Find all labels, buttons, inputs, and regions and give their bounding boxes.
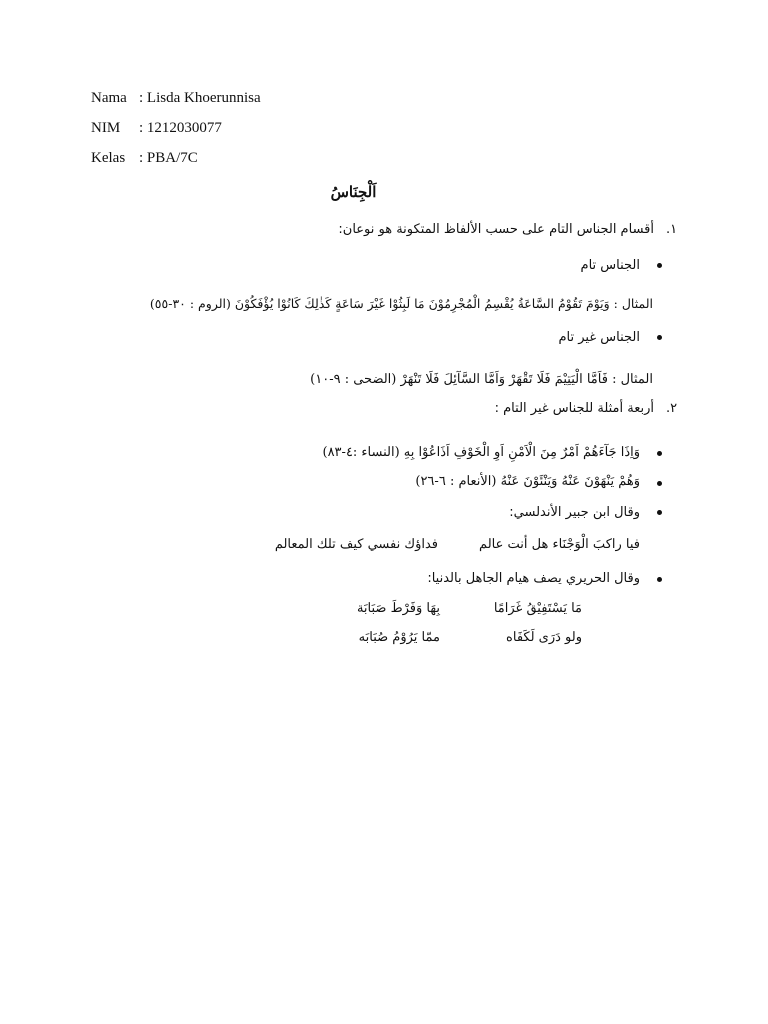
section2-example1: وَاِذَا جَآءَهُمْ اَمْرٌ مِنَ الْاَمْنِ اَوِ الْخَوْفِ اَذَاعُوْا بِهِ (النساء :٤-٨٣) <box>322 445 640 460</box>
section1-item2-example: المثال : فَاَمَّا الْيَتِيْمَ فَلَا تَقْهَرْ وَاَمَّا السَّآئِلَ فَلَا تَنْهَرْ (الضحى : ٩-١٠) <box>310 372 653 387</box>
example4-line1-left: بِهَا وَفَرْطَ صَبَابَة <box>356 601 440 616</box>
section1-number: .١ <box>666 222 678 237</box>
bullet <box>657 335 662 340</box>
nim-value: : 1212030077 <box>139 120 222 136</box>
name-label: Nama <box>91 90 127 106</box>
name-value: : Lisda Khoerunnisa <box>139 90 261 106</box>
nim-row <box>91 118 222 138</box>
bullet <box>657 451 662 456</box>
nim-label: NIM <box>91 120 121 136</box>
section2-example2: وَهُمْ يَنْهَوْنَ عَنْهُ وَيَنْئَوْنَ عَنْهُ (الأنعام : ٦-٢٦) <box>415 474 640 489</box>
bullet <box>657 263 662 268</box>
section1-item1-example: المثال : وَيَوْمَ تَقُوْمُ السَّاعَةُ يُقْسِمُ الْمُجْرِمُوْنَ مَا لَبِثُوْا غَيْرَ سَاعَةٍ كَذٰلِكَ كَانُوْا يُؤْفَكُوْنَ (الروم : ٣٠-٥٥) <box>149 296 653 311</box>
example4-line1-right: مَا يَسْتَفِيْقُ غَرَامًا <box>493 601 582 616</box>
section2-heading: أربعة أمثلة للجناس غير التام : <box>494 401 654 416</box>
example4-line2-right: ولو دَرَى لَكَفَاه <box>506 630 582 645</box>
section2-example3-intro: وقال ابن جبير الأندلسي: <box>509 505 640 520</box>
example4-line2-left: ممّا يَرُوْمُ صُبَابَه <box>358 630 440 645</box>
section2-example4-intro: وقال الحريري يصف هيام الجاهل بالدنيا: <box>427 571 640 586</box>
section1-heading: أقسام الجناس التام على حسب الألفاظ المتكونة هو نوعان: <box>338 222 654 237</box>
name-row <box>91 88 261 108</box>
bullet <box>657 577 662 582</box>
section1-item2-label: الجناس غير تام <box>558 330 640 345</box>
page-title: اَلْجِنَاسُ <box>330 183 377 201</box>
section1-item1-label: الجناس تام <box>580 258 640 273</box>
class-value: : PBA/7C <box>139 150 198 166</box>
section2-number: .٢ <box>666 401 678 416</box>
example3-verse-right: فيا راكبَ الْوَجْنَاء هل أنت عالم <box>479 537 640 552</box>
example3-verse-left: فداؤك نفسي كيف تلك المعالم <box>274 537 438 552</box>
class-row <box>91 148 198 168</box>
bullet <box>657 510 662 515</box>
bullet <box>657 481 662 486</box>
class-label: Kelas <box>91 150 126 166</box>
